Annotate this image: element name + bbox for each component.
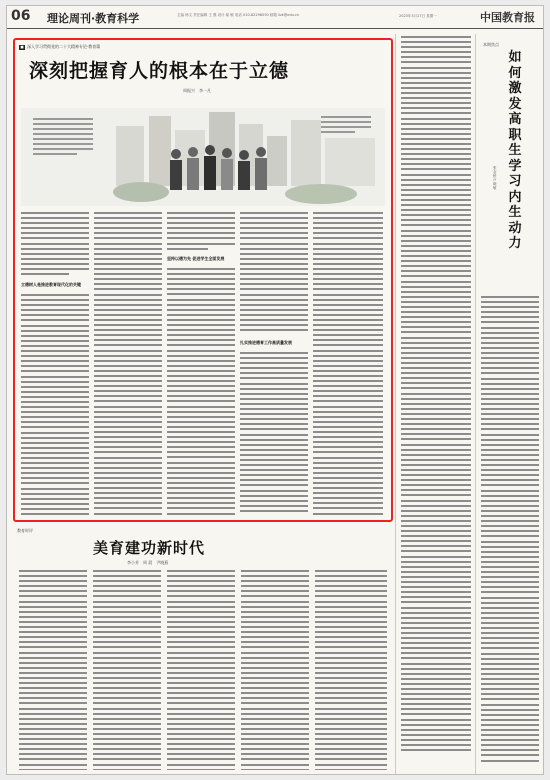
lead-headline: 深刻把握育人的根本在于立德 bbox=[29, 60, 290, 82]
lead-kicker-text: 深入学习贯彻党的二十大精神专论·教育篇 bbox=[27, 44, 101, 49]
lead-text-col4a bbox=[240, 212, 308, 336]
lead-byline: 周振兴 李一凡 bbox=[183, 88, 211, 93]
lead-text-col5 bbox=[313, 212, 383, 516]
bottom-text-col5 bbox=[315, 570, 387, 770]
lead-text-col4b bbox=[240, 352, 308, 516]
lead-text-col3b bbox=[167, 268, 235, 516]
lead-text-col3a bbox=[167, 212, 235, 252]
masthead bbox=[7, 6, 543, 29]
newspaper-page bbox=[6, 5, 544, 775]
newspaper-logo: 中国教育报 bbox=[480, 11, 535, 24]
right-article-text bbox=[481, 296, 539, 772]
bottom-text-col3 bbox=[167, 570, 235, 770]
lead-subhead-1: 立德树人是推进教育现代化的关键 bbox=[21, 282, 81, 287]
lead-subhead-2: 坚持以德为先 促进学生全面发展 bbox=[167, 256, 225, 261]
masthead-date: 2023年3月27日 星期一 bbox=[399, 14, 437, 18]
lead-text-col1b bbox=[21, 294, 89, 516]
bottom-text-col2 bbox=[93, 570, 161, 770]
bottom-text-col1 bbox=[19, 570, 87, 770]
bottom-article-headline: 美育建功新时代 bbox=[93, 539, 206, 557]
bottom-article-tag: 教育时评 bbox=[17, 528, 33, 533]
right-article-headline: 如何激发高职生学习内生动力 bbox=[508, 50, 522, 251]
right-article-tag: 本期焦点 bbox=[483, 42, 499, 47]
bottom-text-col4 bbox=[241, 570, 309, 770]
middle-right-text bbox=[401, 36, 471, 772]
page-number: 06 bbox=[11, 8, 31, 24]
kicker-box-icon: ■ bbox=[20, 44, 24, 49]
bottom-article-byline: 李小芳 周 晨 尹晓燕 bbox=[127, 560, 169, 565]
illustration-svg bbox=[21, 108, 385, 206]
section-title: 理论周刊·教育科学 bbox=[47, 12, 140, 25]
lead-illustration bbox=[21, 108, 385, 206]
right-article-byline: 张金桥 卢晓敏 bbox=[493, 166, 497, 190]
lead-text-col1a bbox=[21, 212, 89, 278]
lead-text-col2 bbox=[94, 212, 162, 516]
lead-kicker bbox=[19, 44, 100, 50]
masthead-info: 主编 杨文 责任编辑 王 强 设计 郝 敏 电话 010-82296550 邮箱 llzk@edu.cn bbox=[177, 13, 300, 17]
column-divider bbox=[395, 34, 396, 774]
lead-subhead-3: 扎实推进德育工作高质量发展 bbox=[240, 340, 292, 345]
column-divider bbox=[475, 34, 476, 774]
